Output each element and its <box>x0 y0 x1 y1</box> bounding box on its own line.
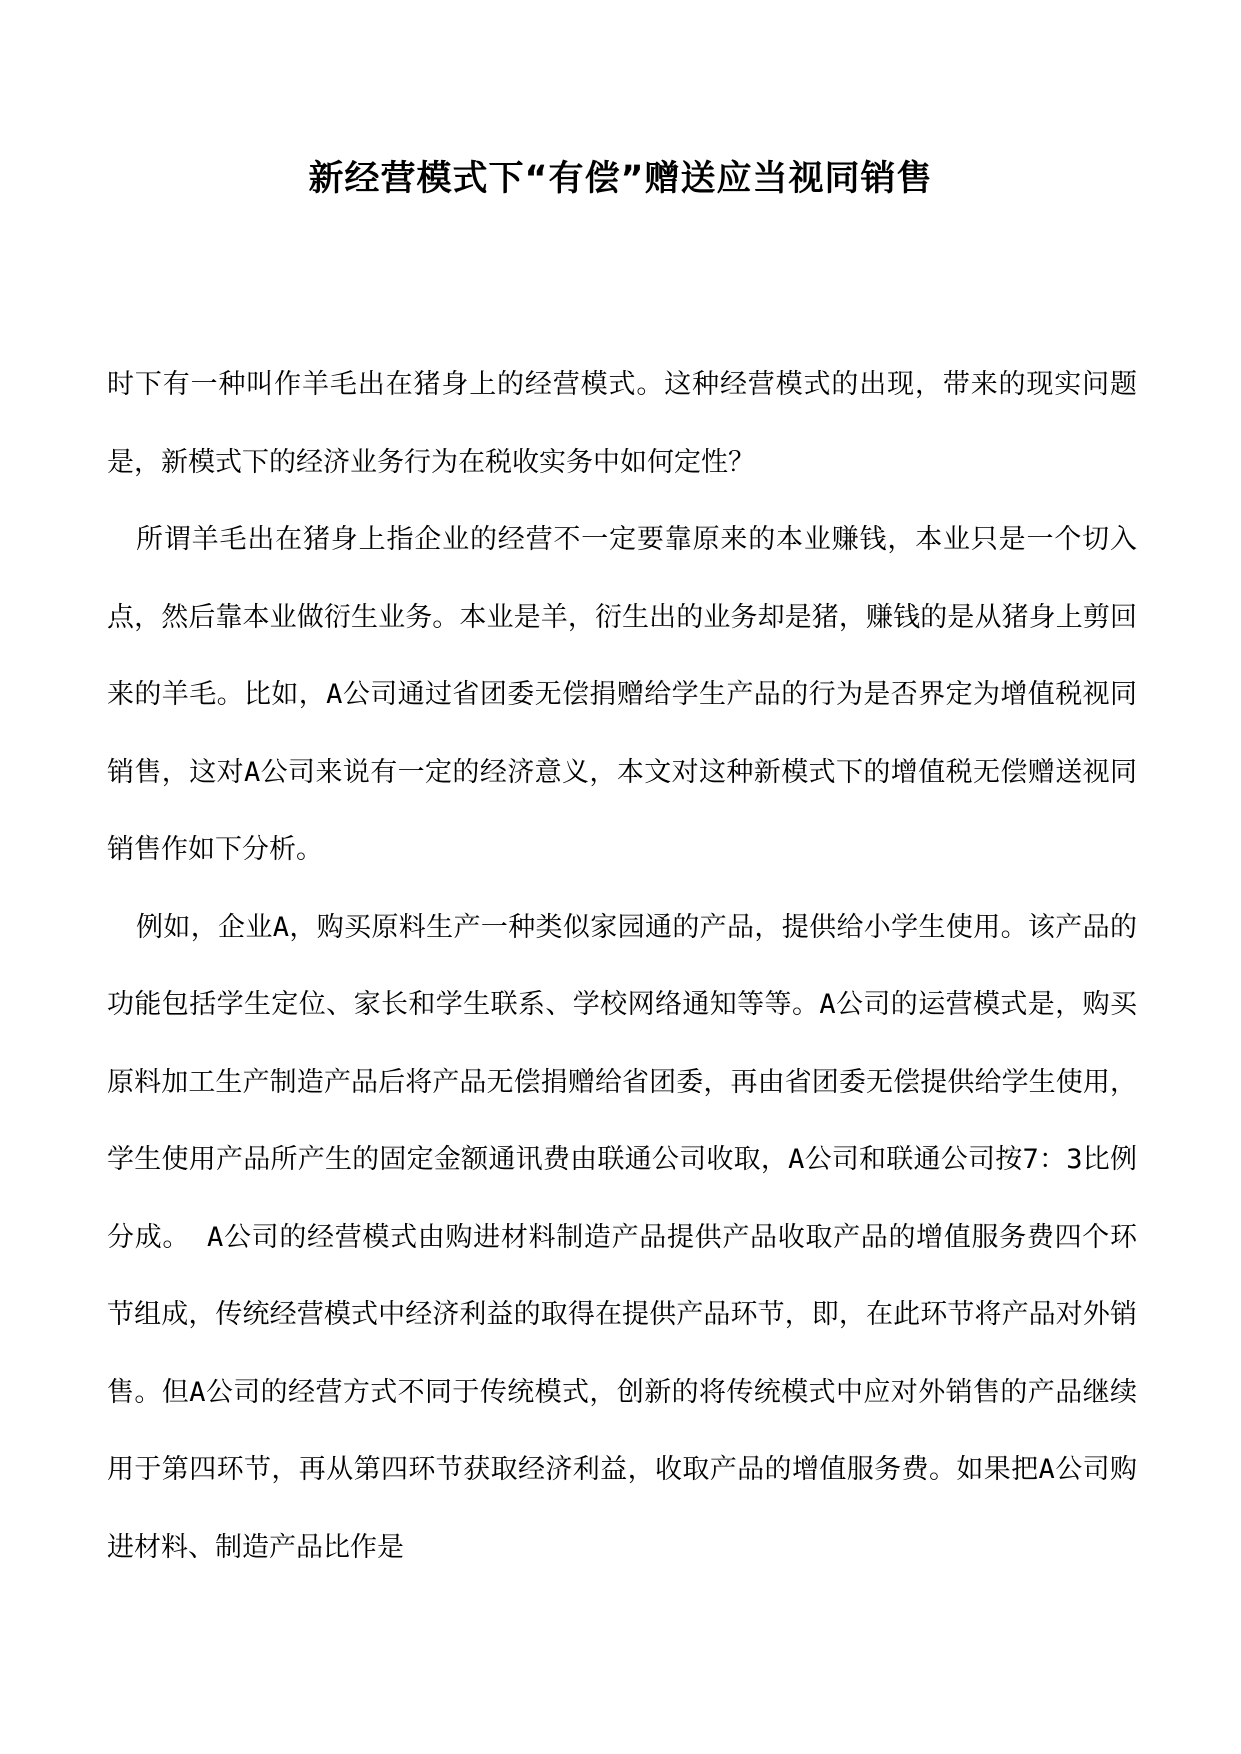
paragraph-definition: 所谓羊毛出在猪身上指企业的经营不一定要靠原来的本业赚钱，本业只是一个切入点，然后靠本业做衍生业务。本业是羊，衍生出的业务却是猪，赚钱的是从猪身上剪回来的羊毛。比如，A公司通过省团委无偿捐赠给学生产品的行为是否界定为增值税视同销售，这对A公司来说有一定的经济意义，本文对这种新模式下的增值税无偿赠送视同销售作如下分析。 <box>107 524 1137 865</box>
paragraph-example: 例如，企业A，购买原料生产一种类似家园通的产品，提供给小学生使用。该产品的功能包括学生定位、家长和学生联系、学校网络通知等等。A公司的运营模式是，购买原料加工生产制造产品后将产品无偿捐赠给省团委，再由省团委无偿提供给学生使用，学生使用产品所产生的固定金额通讯费由联通公司收取，A公司和联通公司按7：3比例分成。 A公司的经营模式由购进材料制造产品提供产品收取产品的增值服务费四个环节组成，传统经营模式中经济利益的取得在提供产品环节，即，在此环节将产品对外销售。但A公司的经营方式不同于传统模式，创新的将传统模式中应对外销售的产品继续用于第四环节，再从第四环节获取经济利益，收取产品的增值服务费。如果把A公司购进材料、制造产品比作是 <box>107 911 1137 1563</box>
document-title: 新经营模式下“有偿”赠送应当视同销售 <box>308 159 933 199</box>
paragraph-intro: 时下有一种叫作羊毛出在猪身上的经营模式。这种经营模式的出现，带来的现实问题是，新模式下的经济业务行为在税收实务中如何定性？ <box>107 369 1137 478</box>
document-body <box>107 346 1137 1586</box>
